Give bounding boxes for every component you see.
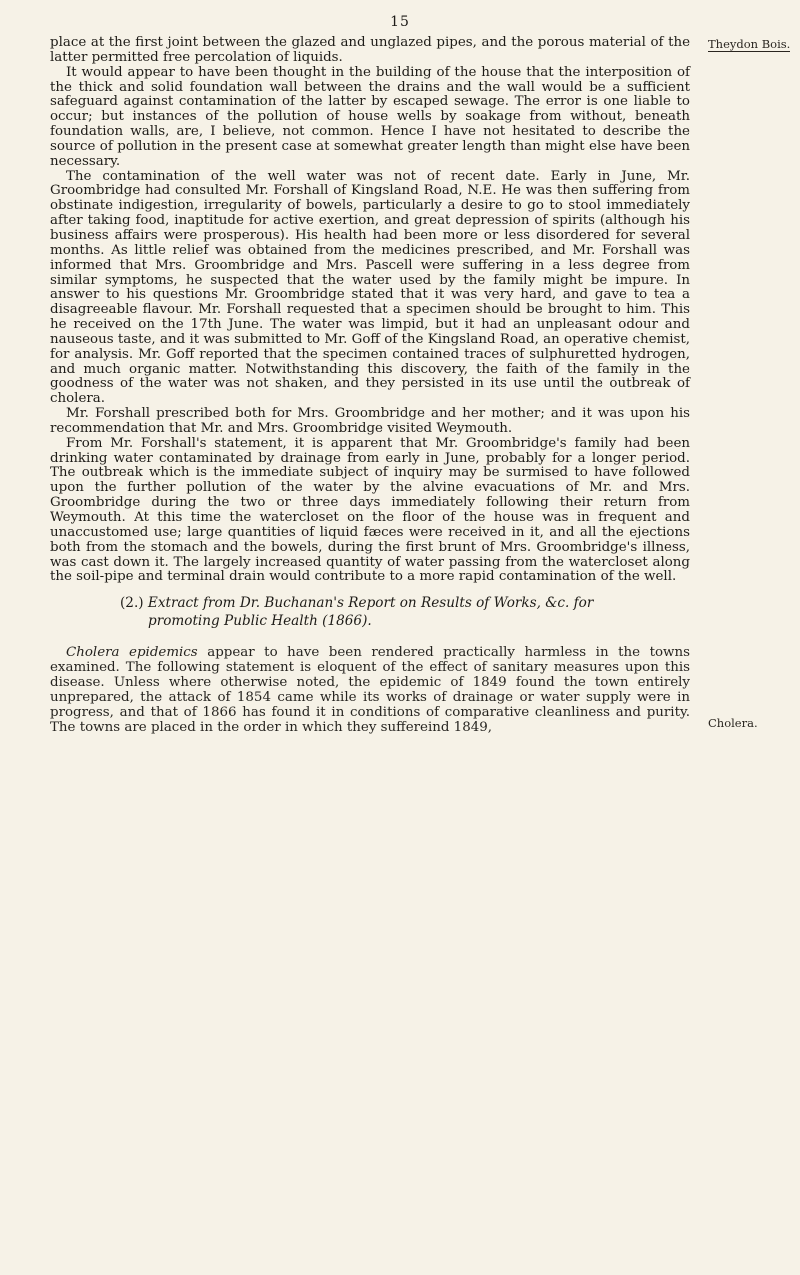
- extract-lead: Cholera epidemics: [66, 645, 198, 660]
- marginal-note-cholera: Cholera.: [708, 716, 758, 730]
- paragraph-5: From Mr. Forshall's statement, it is apparent that Mr. Groombridge's family had been drinking water contaminated by drainage from early in June, probably for a longer period. The outbreak which is the immediate subject of inquiry may be surmised to have followed upon the further pollution of the water by the alvine evacuations of Mr. and Mrs. Groombridge during the two or three days immediately following their return from Weymouth. At this time the watercloset on the floor of the house was in frequent and unaccustomed use; large quantities of liquid fæces were received in it, and all the ejections both from the stomach and the bowels, during the first brunt of Mrs. Groombridge's illness, was cast down it. The largely increased quantity of water passing from the watercloset along the soil-pipe and terminal drain would contribute to a more rapid contamination of the well.: [50, 435, 690, 585]
- extract-heading: [120, 594, 680, 630]
- extract-paragraph: [50, 645, 690, 735]
- extract-title-line-1: Extract from Dr. Buchanan's Report on Results of Works, &c. for: [147, 595, 594, 611]
- extract-title-line-2: promoting Public Health (1866).: [148, 613, 372, 629]
- paragraph-3: The contamination of the well water was not of recent date. Early in June, Mr. Groombridge had consulted Mr. Forshall of Kingsland Road, N.E. He was then suffering from obstinate indigestion, irregularity of bowels, particularly a desire to go to stool immediately after taking food, inaptitude for active exertion, and great depression of spirits (although his business affairs were prosperous). His health had been more or less disordered for several months. As little relief was obtained from the medicines prescribed, and Mr. Forshall was informed that Mrs. Groombridge and Mrs. Pascell were suffering in a less degree from similar symptoms, he suspected that the water used by the family might be impure. In answer to his questions Mr. Groombridge stated that it was very hard, and gave to tea a disagreeable flavour. Mr. Forshall requested that a specimen should be brought to him. This he received on the 17th June. The water was limpid, but it had an unpleasant odour and nauseous taste, and it was submitted to Mr. Goff of the Kingsland Road, an operative chemist, for analysis. Mr. Goff reported that the specimen contained traces of sulphuretted hydrogen, and much organic matter. Notwithstanding this discovery, the faith of the family in the goodness of the water was not shaken, and they persisted in its use until the outbreak of cholera.: [50, 168, 690, 407]
- extract-text: appear to have been rendered practically harmless in the towns examined. The following statement is eloquent of the effect of sanitary measures upon this disease. Unless where otherwise noted, the epidemic of 1849 found the town entirely unprepared, the attack of 1854 came while its works of drainage or water supply were in progress, and that of 1866 has found it in conditions of comparative cleanliness and purity. The towns are placed in the order in which they suffereind 1849,: [50, 645, 690, 735]
- paragraph-4: Mr. Forshall prescribed both for Mrs. Groombridge and her mother; and it was upon his recommendation that Mr. and Mrs. Groombridge visited Weymouth.: [50, 406, 690, 436]
- page-number: 15: [390, 14, 410, 30]
- extract-number: (2.): [120, 595, 144, 611]
- main-text: [50, 36, 690, 585]
- paragraph-2: It would appear to have been thought in the building of the house that the interposition of the thick and solid foundation wall between the drains and the wall would be a sufficient safeguard against contamination of the latter by escaped sewage. The error is one liable to occur; but instances of the pollution of house wells by soakage from without, beneath foundation walls, are, I believe, not common. Hence I have not hesitated to describe the source of pollution in the present case at somewhat greater length than might else have been necessary.: [50, 64, 690, 169]
- paragraph-1: place at the first joint between the glazed and unglazed pipes, and the porous material of the latter permitted free percolation of liquids.: [50, 35, 690, 65]
- marginal-note-location: Theydon Bois.: [708, 37, 791, 51]
